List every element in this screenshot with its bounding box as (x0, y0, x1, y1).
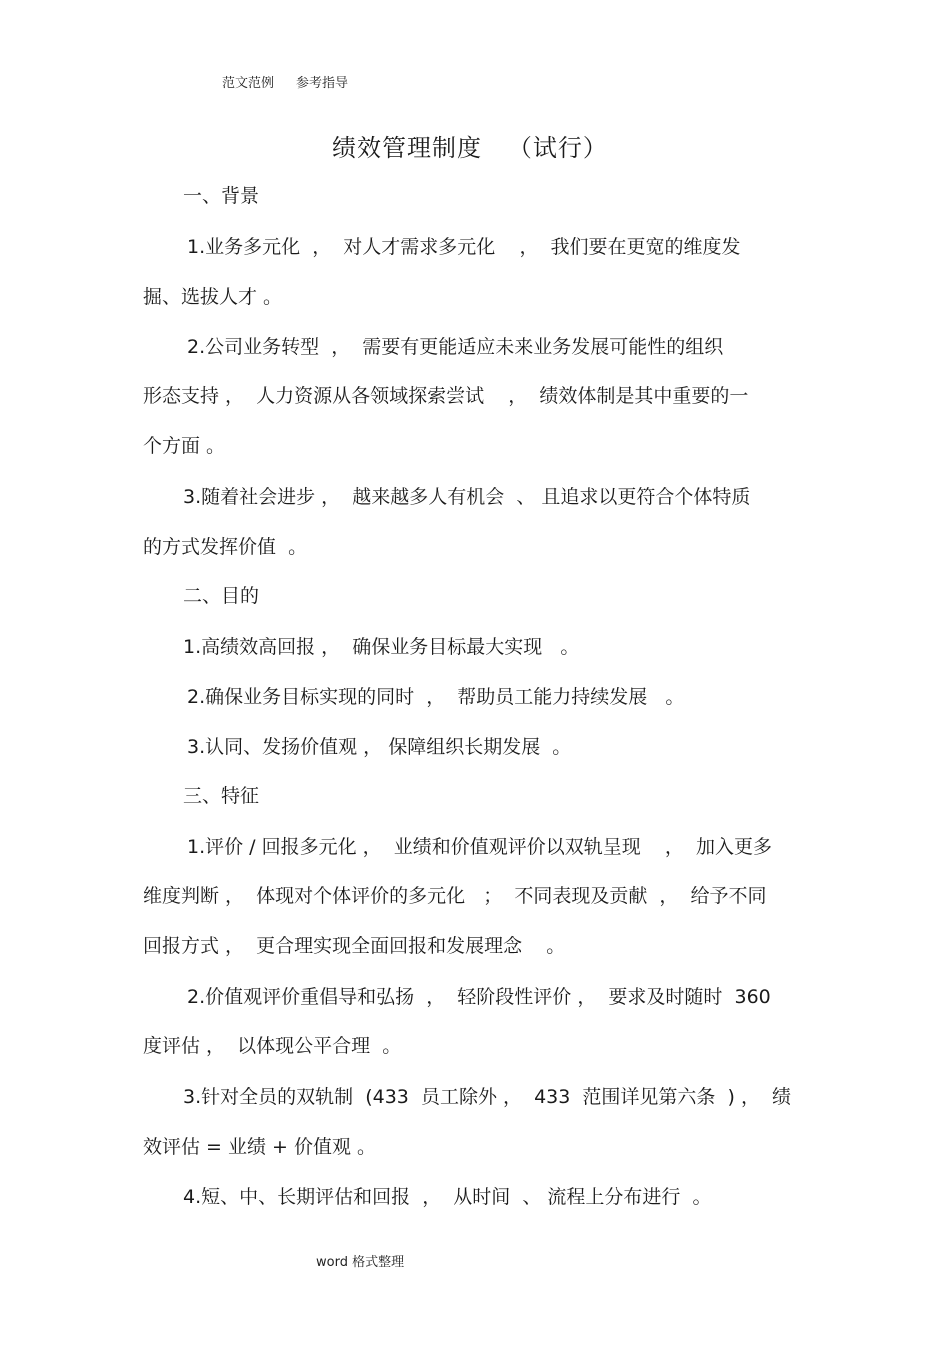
header-right-text: 参考指导 (296, 76, 349, 91)
header-left-text: 范文范例 (222, 76, 275, 91)
paragraph-line: 1.业务多元化 ， 对人才需求多元化 ， 我们要在更宽的维度发 (187, 236, 741, 258)
section-heading-purpose: 二、目的 (183, 585, 260, 607)
paragraph-line: 3.随着社会进步 ， 越来越多人有机会 、 且追求以更符合个体特质 (183, 486, 751, 508)
paragraph-line: 个方面 。 (143, 435, 226, 457)
paragraph-line: 掘、选拔人才 。 (143, 286, 283, 308)
section-heading-background: 一、背景 (183, 185, 260, 207)
page-footer: word 格式整理 (316, 1255, 405, 1270)
paragraph-line: 度评估 ， 以体现公平合理 。 (143, 1035, 402, 1057)
paragraph-line: 4.短、中、长期评估和回报 ， 从时间 、 流程上分布进行 。 (183, 1186, 712, 1208)
paragraph-line: 效评估 = 业绩 + 价值观 。 (143, 1136, 377, 1158)
document-title: 绩效管理制度 （试行） (332, 134, 608, 162)
paragraph-line: 回报方式 ， 更合理实现全面回报和发展理念 。 (143, 935, 566, 957)
paragraph-line: 的方式发挥价值 。 (143, 536, 308, 558)
paragraph-line: 1.高绩效高回报 ， 确保业务目标最大实现 。 (183, 636, 580, 658)
paragraph-line: 维度判断 ， 体现对个体评价的多元化 ； 不同表现及贡献 ， 给予不同 (143, 885, 767, 907)
paragraph-line: 2.确保业务目标实现的同时 ， 帮助员工能力持续发展 。 (187, 686, 685, 708)
paragraph-line: 3.针对全员的双轨制 (433 员工除外 ， 433 范围详见第六条 ) ， 绩 (183, 1086, 792, 1108)
paragraph-line: 2.公司业务转型 ， 需要有更能适应未来业务发展可能性的组织 (187, 336, 724, 358)
paragraph-line: 1.评价 / 回报多元化 ， 业绩和价值观评价以双轨呈现 ， 加入更多 (187, 836, 772, 858)
paragraph-line: 3.认同、发扬价值观 ， 保障组织长期发展 。 (187, 736, 572, 758)
paragraph-line: 2.价值观评价重倡导和弘扬 ， 轻阶段性评价 ， 要求及时随时 360 (187, 986, 771, 1008)
paragraph-line: 形态支持 ， 人力资源从各领域探索尝试 ， 绩效体制是其中重要的一 (143, 385, 749, 407)
section-heading-features: 三、特征 (183, 785, 260, 807)
